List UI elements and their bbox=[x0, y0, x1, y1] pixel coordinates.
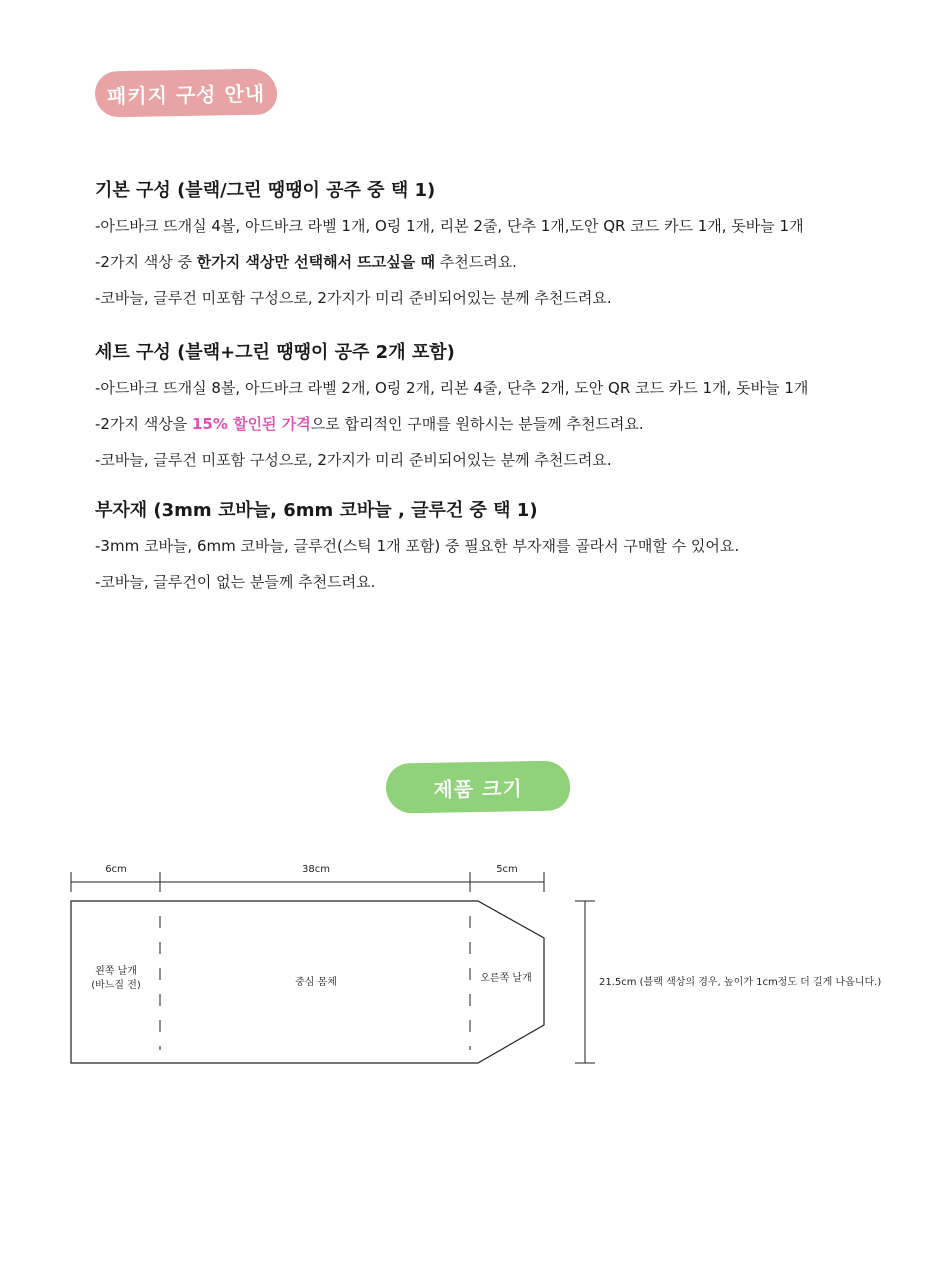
basic-package-contents: -아드바크 뜨개실 4볼, 아드바크 라벨 1개, O링 1개, 리본 2줄, 단추 1개,도안 QR 코드 카드 1개, 돗바늘 1개 bbox=[95, 217, 804, 235]
dim-center-label: 38cm bbox=[302, 864, 330, 875]
basic-package-section bbox=[95, 178, 915, 322]
accessory-contents: -3mm 코바늘, 6mm 코바늘, 글루건(스틱 1개 포함) 중 필요한 부자재를 골라서 구매할 수 있어요. bbox=[95, 537, 740, 555]
center-body-label: 중심 몸체 bbox=[295, 977, 337, 988]
accessory-section bbox=[95, 498, 915, 606]
product-size-badge: 제품 크기 bbox=[386, 760, 571, 813]
accessory-title: 부자재 (3mm 코바늘, 6mm 코바늘 , 글루건 중 택 1) bbox=[95, 500, 538, 521]
height-label: 21.5cm (블랙 색상의 경우, 높이가 1cm정도 더 길게 나옵니다.) bbox=[599, 977, 882, 988]
dim-right-label: 5cm bbox=[496, 864, 518, 875]
set-package-note: -코바늘, 글루건 미포함 구성으로, 2가지가 미리 준비되어있는 분께 추천드려요. bbox=[95, 451, 612, 469]
set-package-title: 세트 구성 (블랙+그린 땡땡이 공주 2개 포함) bbox=[95, 342, 455, 363]
dim-left-label: 6cm bbox=[105, 864, 127, 875]
accessory-recommend: -코바늘, 글루건이 없는 분들께 추천드려요. bbox=[95, 573, 376, 591]
left-wing-sublabel: (바느질 전) bbox=[91, 980, 141, 991]
basic-package-note: -코바늘, 글루건 미포함 구성으로, 2가지가 미리 준비되어있는 분께 추천드려요. bbox=[95, 289, 612, 307]
product-size-diagram bbox=[0, 850, 950, 1090]
set-package-section bbox=[95, 340, 915, 484]
height-dimension-line bbox=[575, 901, 595, 1063]
set-package-recommend: -2가지 색상을 15% 할인된 가격으로 합리적인 구매를 원하시는 분들께 추천드려요. bbox=[95, 415, 644, 433]
package-info-badge: 패키지 구성 안내 bbox=[95, 68, 278, 117]
set-package-contents: -아드바크 뜨개실 8볼, 아드바크 라벨 2개, O링 2개, 리본 4줄, 단추 2개, 도안 QR 코드 카드 1개, 돗바늘 1개 bbox=[95, 379, 809, 397]
left-wing-label: 왼쪽 날개 bbox=[95, 966, 137, 977]
basic-package-emphasis: 한가지 색상만 선택해서 뜨고싶을 때 bbox=[196, 253, 435, 271]
discount-highlight: 15% 할인된 가격 bbox=[191, 415, 311, 433]
basic-package-title: 기본 구성 (블랙/그린 땡땡이 공주 중 택 1) bbox=[95, 180, 436, 201]
right-wing-label: 오른쪽 날개 bbox=[480, 973, 532, 984]
dimension-line bbox=[71, 872, 544, 892]
basic-package-recommend: -2가지 색상 중 한가지 색상만 선택해서 뜨고싶을 때 추천드려요. bbox=[95, 253, 517, 271]
